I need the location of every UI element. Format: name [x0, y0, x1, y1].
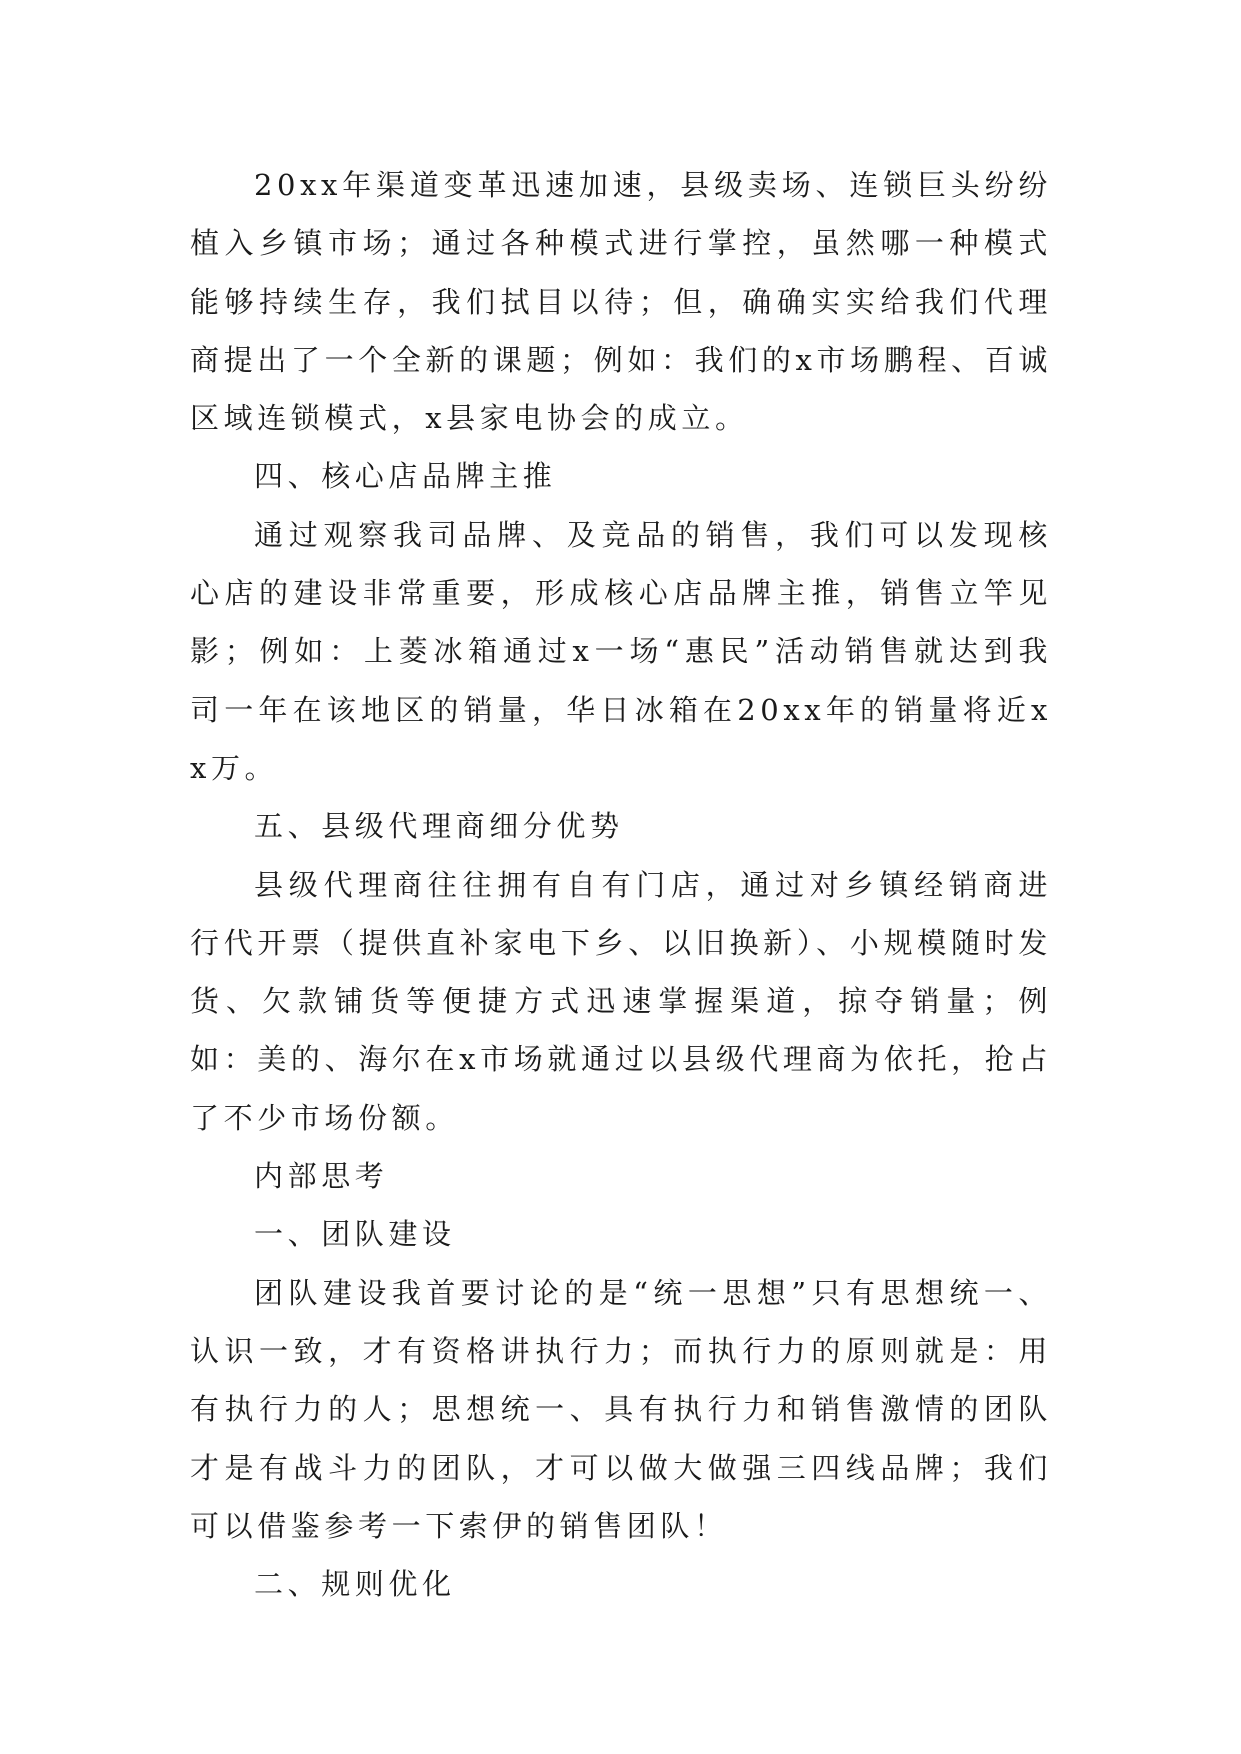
- heading-internal-thinking: 内部思考: [254, 1159, 389, 1194]
- heading-core-store-brand: 四、核心店品牌主推: [254, 459, 557, 494]
- heading-team-building: 一、团队建设: [254, 1217, 456, 1252]
- heading-county-agent-advantage: 五、县级代理商细分优势: [254, 809, 624, 844]
- paragraph-core-store: 通过观察我司品牌、及竞品的销售，我们可以发现核心店的建设非常重要，形成核心店品牌主推，销售立竿见影；例如：上菱冰箱通过x一场“惠民”活动销售就达到我司一年在该地区的销量，华日冰箱在20xx年的销量将近xx万。: [190, 517, 1052, 785]
- paragraph-team-building: 团队建设我首要讨论的是“统一思想”只有思想统一、认识一致，才有资格讲执行力；而执行力的原则就是：用有执行力的人；思想统一、具有执行力和销售激情的团队才是有战斗力的团队，才可以做大做强三四线品牌；我们可以借鉴参考一下索伊的销售团队！: [190, 1275, 1052, 1543]
- document-body: [190, 156, 1052, 1613]
- paragraph-channel-change: 20xx年渠道变革迅速加速，县级卖场、连锁巨头纷纷植入乡镇市场；通过各种模式进行掌控，虽然哪一种模式能够持续生存，我们拭目以待；但，确确实实给我们代理商提出了一个全新的课题；例如：我们的x市场鹏程、百诚区域连锁模式，x县家电协会的成立。: [190, 168, 1052, 436]
- heading-rule-optimization: 二、规则优化: [254, 1567, 456, 1602]
- paragraph-county-agent: 县级代理商往往拥有自有门店，通过对乡镇经销商进行代开票（提供直补家电下乡、以旧换新）、小规模随时发货、欠款铺货等便捷方式迅速掌握渠道，掠夺销量；例如：美的、海尔在x市场就通过以县级代理商为依托，抢占了不少市场份额。: [190, 867, 1052, 1135]
